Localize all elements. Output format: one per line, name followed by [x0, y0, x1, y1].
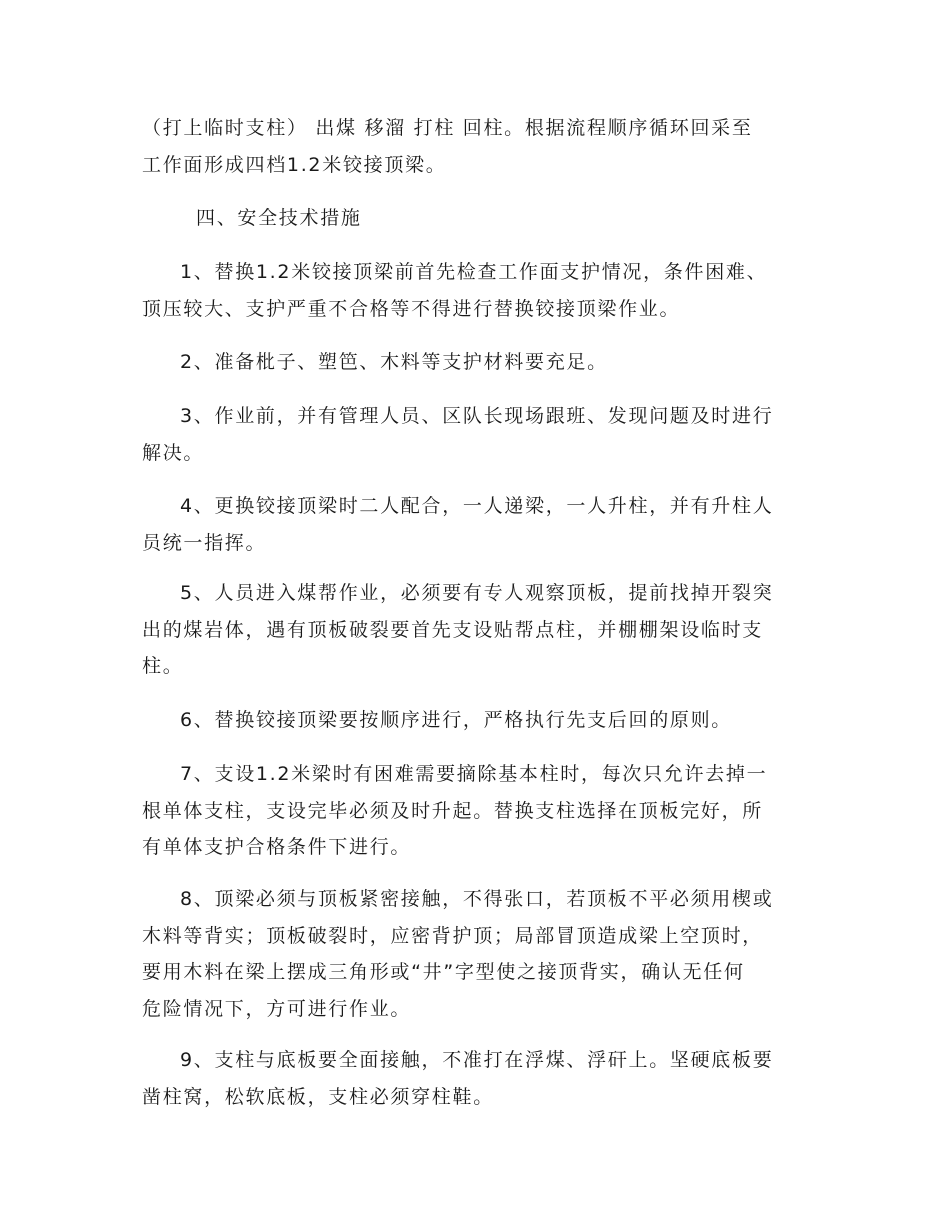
section-heading: 四、安全技术措施 [196, 207, 362, 229]
list-item: 5、人员进入煤帮作业，必须要有专人观察顶板，提前找掉开裂突 出的煤岩体，遇有顶板破裂要首先支设贴帮点柱，并棚棚架设临时支 柱。 [142, 582, 774, 677]
list-item: 6、替换铰接顶梁要按顺序进行，严格执行先支后回的原则。 [180, 709, 732, 731]
list-item: 4、更换铰接顶梁时二人配合，一人递梁，一人升柱，并有升柱人 员统一指挥。 [142, 495, 774, 554]
list-item: 7、支设1.2米梁时有困难需要摘除基本柱时，每次只允许去掉一 根单体支柱，支设完毕必须及时升起。替换支柱选择在顶板完好，所 有单体支护合格条件下进行。 [142, 763, 768, 858]
continuation-paragraph: （打上临时支柱） 出煤 移溜 打柱 回柱。根据流程顺序循环回采至 工作面形成四档1.2米铰接顶梁。 [142, 117, 753, 176]
list-item: 2、准备枇子、塑笆、木料等支护材料要充足。 [180, 351, 608, 373]
list-item: 3、作业前，并有管理人员、区队长现场跟班、发现问题及时进行 解决。 [142, 405, 774, 464]
list-item: 1、替换1.2米铰接顶梁前首先检查工作面支护情况，条件困难、 顶压较大、支护严重不合格等不得进行替换铰接顶梁作业。 [142, 261, 768, 320]
list-item: 8、顶梁必须与顶板紧密接触，不得张口，若顶板不平必须用楔或 木料等背实；顶板破裂时，应密背护顶；局部冒顶造成梁上空顶时， 要用木料在梁上摆成三角形或“井”字型使之接顶背实，确认无任何 危险情况下，方可进行作业。 [142, 888, 774, 1020]
list-item: 9、支柱与底板要全面接触，不准打在浮煤、浮矸上。坚硬底板要 凿柱窝，松软底板，支柱必须穿柱鞋。 [142, 1049, 774, 1108]
